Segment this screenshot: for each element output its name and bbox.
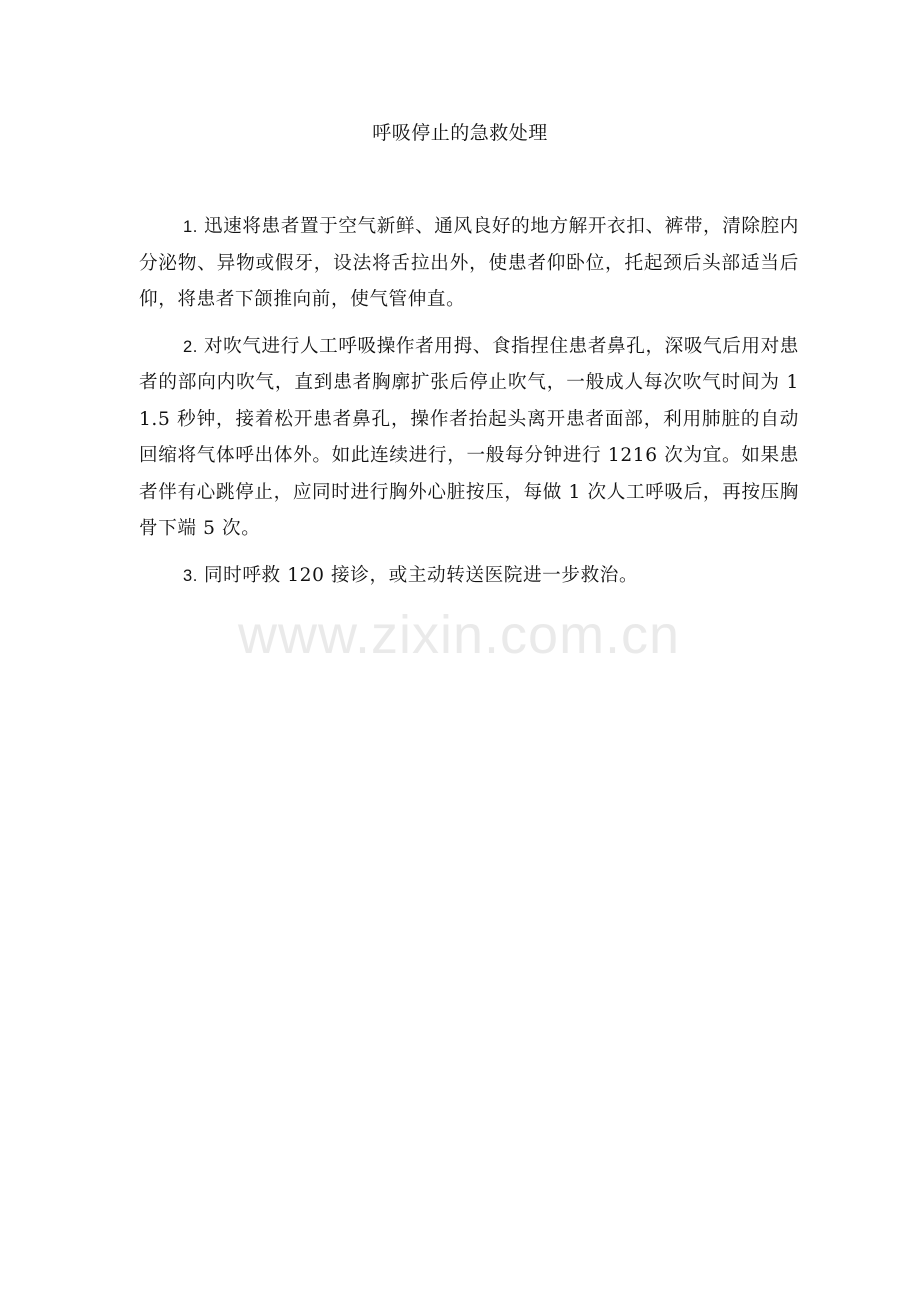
watermark: www.zixin.com.cn <box>238 605 681 665</box>
paragraph-1 <box>139 209 799 319</box>
paragraph-3-text: 同时呼救 120 接诊，或主动转送医院进一步救治。 <box>203 564 639 586</box>
paragraph-2 <box>139 329 799 548</box>
paragraph-2-text: 对吹气进行人工呼吸操作者用拇、食指捏住患者鼻孔，深吸气后用对患者的部向内吹气，直到患者胸廓扩张后停止吹气，一般成人每次吹气时间为 1 1.5 秒钟，接着松开患者鼻孔，操作者抬起头离开患者面部，利用肺脏的自动回缩将气体呼出体外。如此连续进行，一般每分钟进行 1216 次为宜。如果患者伴有心跳停止，应同时进行胸外心脏按压，每做 1 次人工呼吸后，再按压胸骨下端 5 次。 <box>139 335 799 539</box>
document-body <box>139 209 799 604</box>
paragraph-1-number: 1. <box>183 218 198 236</box>
paragraph-1-text: 迅速将患者置于空气新鲜、通风良好的地方解开衣扣、裤带，清除腔内分泌物、异物或假牙，设法将舌拉出外，使患者仰卧位，托起颈后头部适当后仰，将患者下颌推向前，使气管伸直。 <box>139 216 799 310</box>
paragraph-3 <box>139 558 799 595</box>
paragraph-3-number: 3. <box>183 566 198 585</box>
paragraph-2-number: 2. <box>183 337 198 356</box>
document-title: 呼吸停止的急救处理 <box>372 122 548 144</box>
